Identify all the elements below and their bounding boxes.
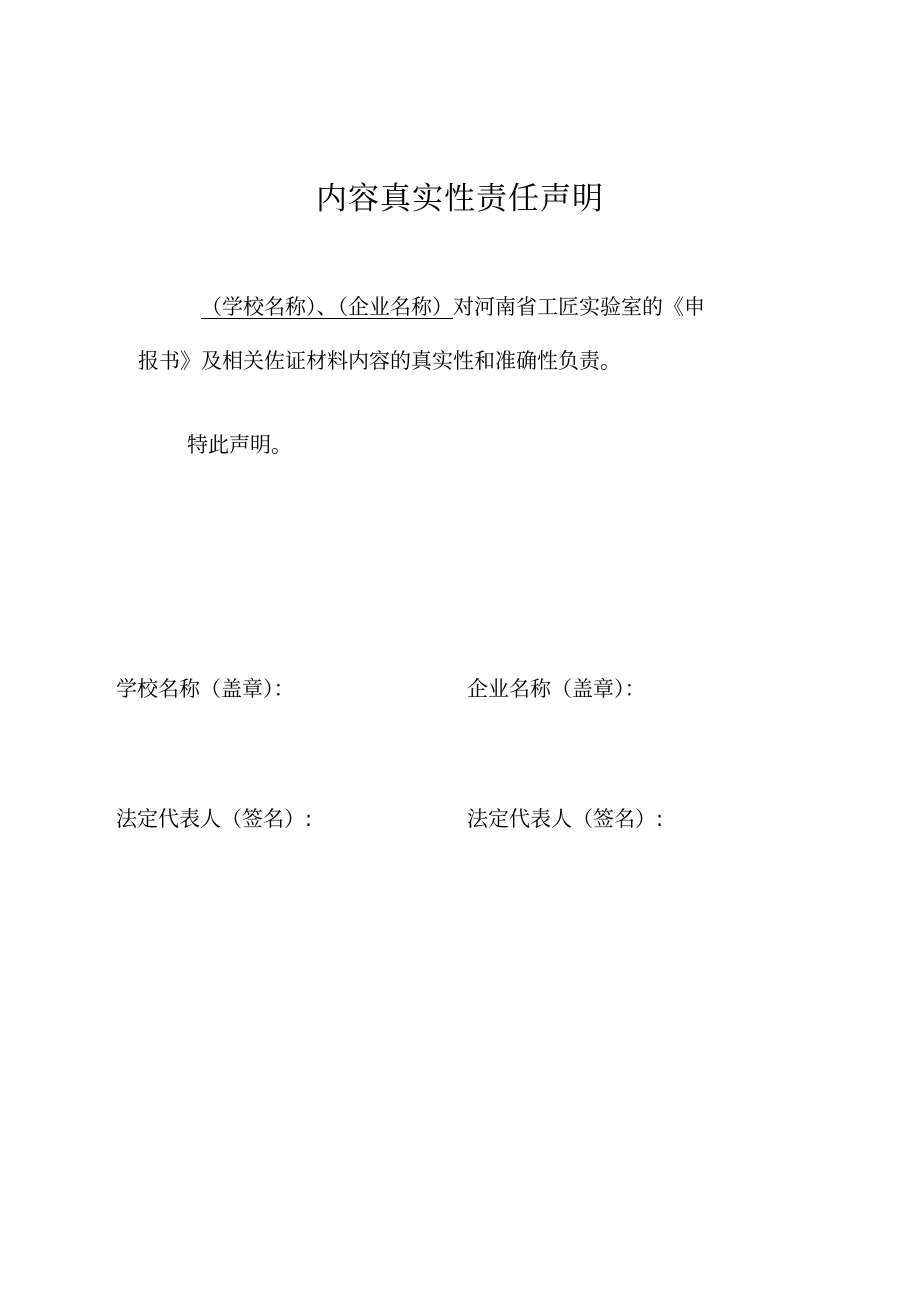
name-separator: 、 — [316, 295, 338, 319]
statement-line-2: 报书》及相关佐证材料内容的真实性和准确性负责。 — [138, 349, 621, 373]
company-seal-label: 企业名称（盖章）： — [467, 677, 646, 701]
statement-text-1: 对河南省工匠实验室的《申 — [453, 295, 705, 319]
document-title: 内容真实性责任声明 — [316, 181, 604, 217]
company-representative-label: 法定代表人（签名）: — [467, 807, 664, 831]
school-representative-label: 法定代表人（签名）: — [116, 807, 313, 831]
statement-line-1 — [138, 280, 798, 334]
declaration-text: 特此声明。 — [187, 433, 292, 457]
school-seal-label: 学校名称（盖章）： — [116, 677, 295, 701]
school-name-placeholder: （学校名称） — [201, 295, 317, 319]
statement-paragraph — [138, 280, 798, 388]
school-name-blank — [201, 295, 453, 319]
company-name-placeholder: （企业名称） — [337, 295, 453, 319]
